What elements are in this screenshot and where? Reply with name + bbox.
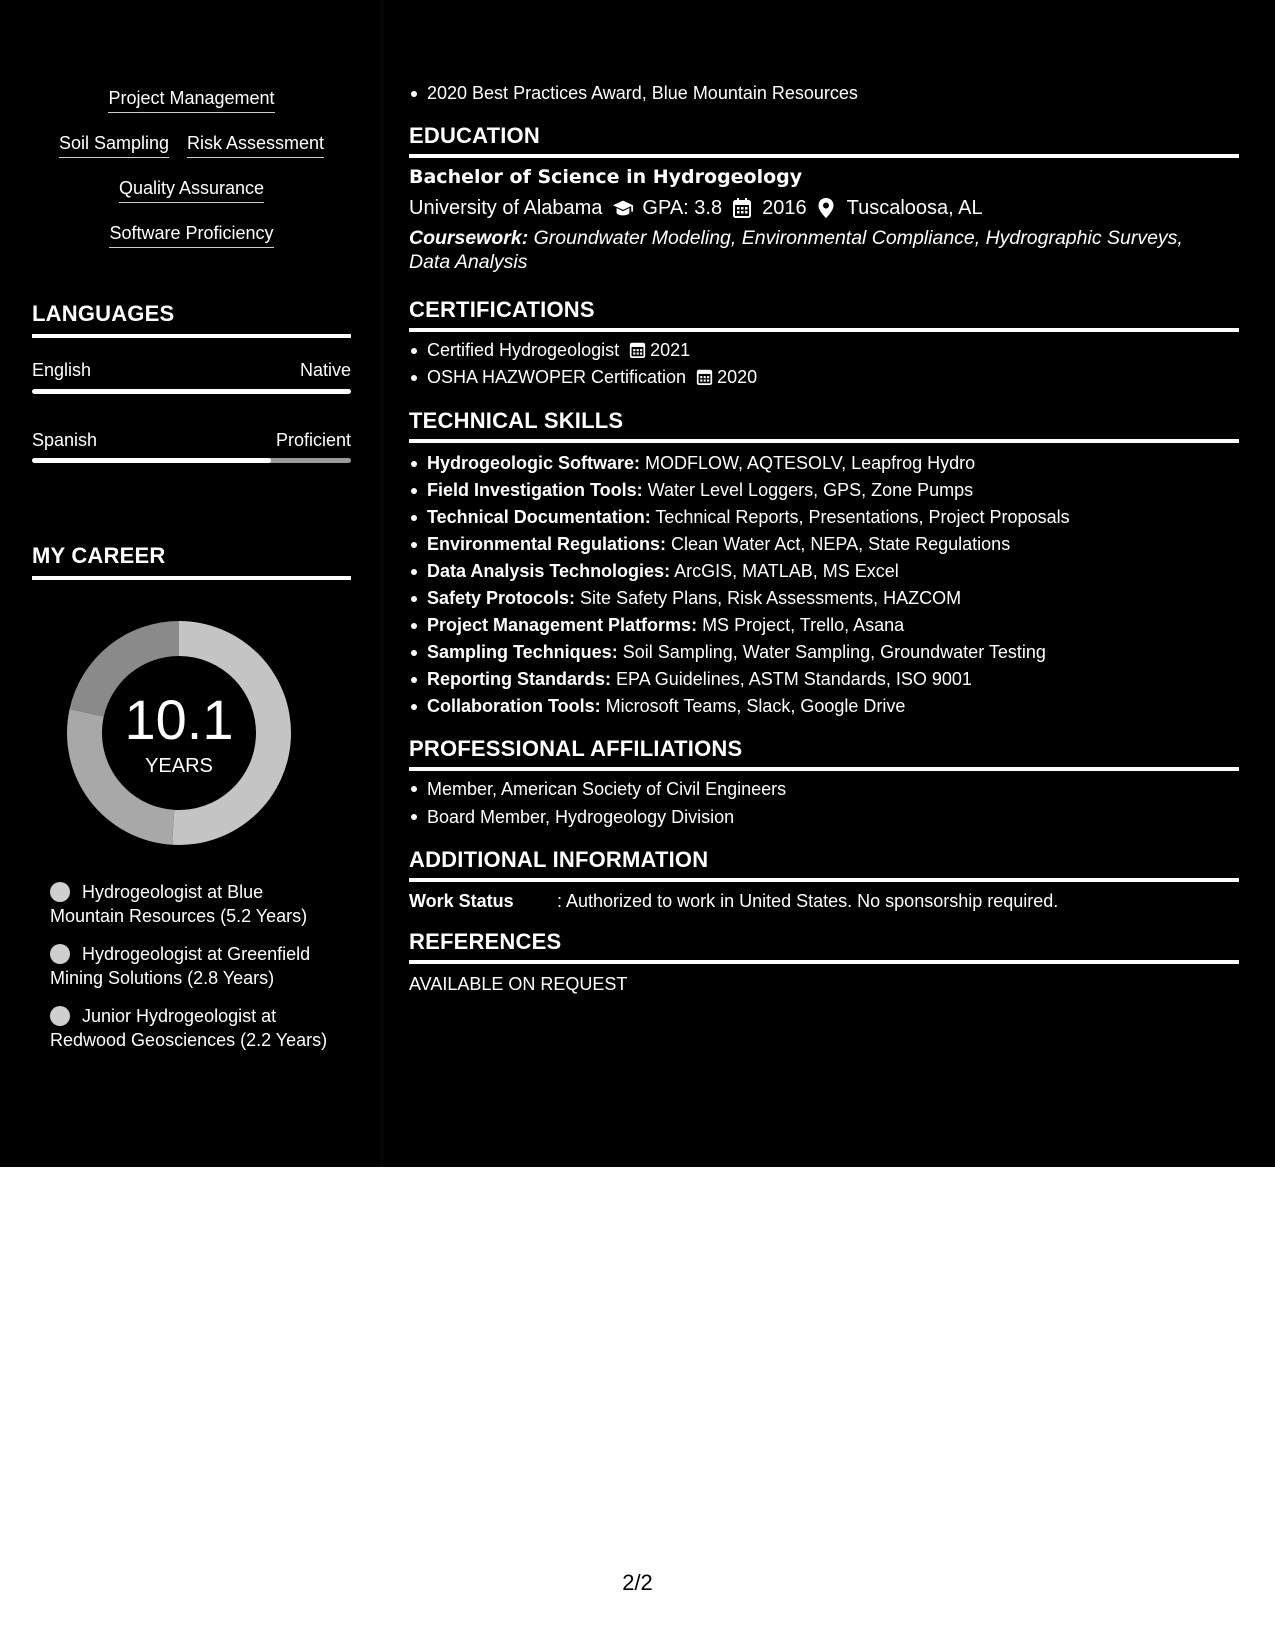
technical-skill-item xyxy=(427,693,1239,720)
career-total-years: 10.1 xyxy=(124,688,234,751)
references-heading: REFERENCES xyxy=(409,928,1239,964)
awards-list xyxy=(409,80,1239,106)
career-legend-text: Junior Hydrogeologist at Redwood Geosciences (2.2 Years) xyxy=(50,1006,328,1050)
graduation-year: 2016 xyxy=(762,197,807,219)
career-legend-item xyxy=(50,942,340,990)
technical-skill-item xyxy=(427,612,1239,639)
technical-skill-label: Environmental Regulations: xyxy=(427,534,667,554)
school-name: University of Alabama xyxy=(409,197,603,219)
language-proficiency-fill xyxy=(32,458,271,463)
technical-skill-item xyxy=(427,585,1239,612)
technical-skill-value: ArcGIS, MATLAB, MS Excel xyxy=(670,561,899,581)
technical-skill-value: Water Level Loggers, GPS, Zone Pumps xyxy=(642,480,974,500)
skill-row xyxy=(32,131,351,176)
degree-title: Bachelor of Science in Hydrogeology xyxy=(409,166,803,188)
language-row xyxy=(32,358,351,382)
technical-skill-item xyxy=(427,558,1239,585)
skill-tag: Software Proficiency xyxy=(109,221,273,248)
education-meta xyxy=(409,195,983,221)
coursework xyxy=(409,226,1209,274)
language-name: English xyxy=(32,360,92,380)
language-level: Native xyxy=(299,360,351,380)
technical-skill-label: Sampling Techniques: xyxy=(427,642,618,662)
language-proficiency-fill xyxy=(32,389,351,394)
skill-tag: Soil Sampling xyxy=(59,131,169,158)
legend-dot-icon xyxy=(50,882,70,902)
calendar-icon xyxy=(629,341,646,358)
work-status-row xyxy=(409,889,1058,913)
technical-skill-label: Technical Documentation: xyxy=(427,507,651,527)
legend-dot-icon xyxy=(50,1006,70,1026)
language-proficiency-bar xyxy=(32,389,351,394)
career-legend-text: Hydrogeologist at Greenfield Mining Solutions (2.8 Years) xyxy=(50,944,311,988)
graduation-cap-icon xyxy=(612,197,634,219)
affiliations-heading: PROFESSIONAL AFFILIATIONS xyxy=(409,735,1239,771)
technical-skill-label: Hydrogeologic Software: xyxy=(427,453,641,473)
legend-dot-icon xyxy=(50,944,70,964)
page-number: 2/2 xyxy=(622,1570,653,1595)
technical-skill-item xyxy=(427,504,1239,531)
technical-skill-item xyxy=(427,531,1239,558)
career-legend-item xyxy=(50,880,340,928)
skill-tag: Risk Assessment xyxy=(187,131,324,158)
technical-skills-heading: TECHNICAL SKILLS xyxy=(409,407,1239,443)
technical-skill-item xyxy=(427,639,1239,666)
skill-tag: Quality Assurance xyxy=(119,176,264,203)
calendar-icon xyxy=(732,197,754,219)
technical-skill-item xyxy=(427,450,1239,477)
career-donut-chart xyxy=(66,620,292,846)
certification-item xyxy=(427,337,1239,364)
column-divider xyxy=(380,0,384,1167)
technical-skill-value: Site Safety Plans, Risk Assessments, HAZCOM xyxy=(575,588,962,608)
career-legend-item xyxy=(50,1004,340,1052)
coursework-label: Coursework: xyxy=(409,227,529,249)
skill-row xyxy=(32,221,351,266)
language-proficiency-bar xyxy=(32,458,351,463)
languages-heading: LANGUAGES xyxy=(32,300,351,338)
certifications-heading: CERTIFICATIONS xyxy=(409,296,1239,332)
technical-skill-label: Safety Protocols: xyxy=(427,588,576,608)
technical-skill-label: Collaboration Tools: xyxy=(427,696,601,716)
technical-skill-value: MS Project, Trello, Asana xyxy=(697,615,905,635)
language-name: Spanish xyxy=(32,430,98,450)
additional-info-heading: ADDITIONAL INFORMATION xyxy=(409,846,1239,882)
language-row xyxy=(32,428,351,452)
skill-row xyxy=(32,86,351,131)
school-location: Tuscaloosa, AL xyxy=(846,197,983,219)
gpa-value: GPA: 3.8 xyxy=(642,197,723,219)
affiliation-item: Board Member, Hydrogeology Division xyxy=(427,803,1239,831)
affiliation-item: Member, American Society of Civil Engineers xyxy=(427,775,1239,803)
technical-skill-value: Technical Reports, Presentations, Project Proposals xyxy=(650,507,1070,527)
location-pin-icon xyxy=(817,197,839,219)
technical-skills-list xyxy=(409,450,1239,720)
certification-item xyxy=(427,364,1239,391)
skill-row xyxy=(32,176,351,221)
career-legend-text: Hydrogeologist at Blue Mountain Resources (5.2 Years) xyxy=(50,882,308,926)
technical-skill-value: Clean Water Act, NEPA, State Regulations xyxy=(666,534,1011,554)
technical-skill-item xyxy=(427,477,1239,504)
skills-tags xyxy=(32,86,351,266)
technical-skill-value: Soil Sampling, Water Sampling, Groundwater Testing xyxy=(617,642,1046,662)
education-heading: EDUCATION xyxy=(409,122,1239,158)
technical-skill-value: EPA Guidelines, ASTM Standards, ISO 9001 xyxy=(611,669,972,689)
certification-year: 2020 xyxy=(717,367,758,387)
work-status-value: : Authorized to work in United States. No sponsorship required. xyxy=(557,891,1059,911)
skill-tag: Project Management xyxy=(108,86,274,113)
technical-skill-label: Data Analysis Technologies: xyxy=(427,561,671,581)
work-status-label: Work Status xyxy=(409,891,514,911)
technical-skill-item xyxy=(427,666,1239,693)
technical-skill-label: Field Investigation Tools: xyxy=(427,480,643,500)
technical-skill-label: Reporting Standards: xyxy=(427,669,612,689)
technical-skill-value: Microsoft Teams, Slack, Google Drive xyxy=(600,696,906,716)
career-total-unit: YEARS xyxy=(145,755,213,777)
technical-skill-value: MODFLOW, AQTESOLV, Leapfrog Hydro xyxy=(640,453,976,473)
references-text: AVAILABLE ON REQUEST xyxy=(409,974,628,994)
certification-name: OSHA HAZWOPER Certification xyxy=(427,367,687,387)
award-item: 2020 Best Practices Award, Blue Mountain Resources xyxy=(427,80,1239,106)
certification-name: Certified Hydrogeologist xyxy=(427,340,620,360)
coursework-text: Groundwater Modeling, Environmental Compliance, Hydrographic Surveys, Data Analysis xyxy=(409,227,1183,273)
language-level: Proficient xyxy=(275,430,351,450)
career-heading: MY CAREER xyxy=(32,542,351,580)
certification-year: 2021 xyxy=(650,340,691,360)
career-legend xyxy=(50,880,340,1066)
affiliations-list xyxy=(409,775,1239,831)
certifications-list xyxy=(409,337,1239,391)
calendar-icon xyxy=(696,368,713,385)
technical-skill-label: Project Management Platforms: xyxy=(427,615,698,635)
